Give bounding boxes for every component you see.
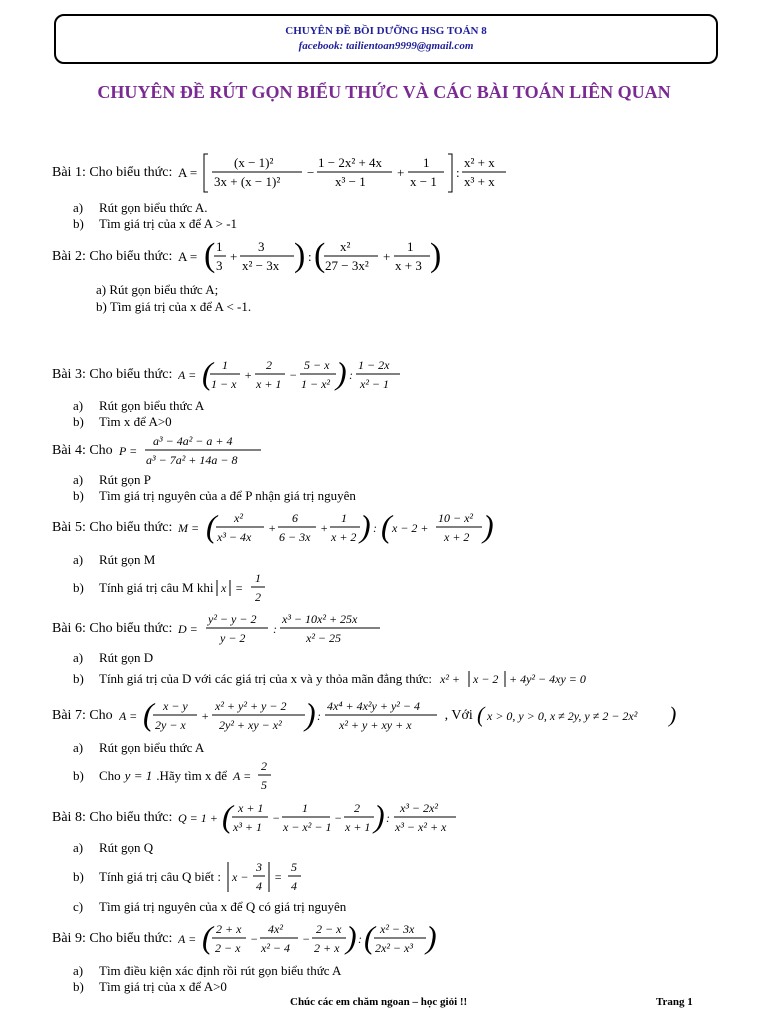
header-box: [54, 14, 718, 64]
svg-text:M =: M =: [178, 521, 200, 535]
svg-text:x − 2: x − 2: [473, 672, 499, 686]
svg-text::: :: [358, 932, 363, 946]
svg-text:x − 2 +: x − 2 +: [392, 521, 429, 535]
svg-text:x² + y + xy + x: x² + y + xy + x: [338, 718, 412, 732]
svg-text:1: 1: [216, 239, 223, 254]
svg-text:x³ − 4x: x³ − 4x: [217, 530, 252, 544]
problem-4-formula: [119, 430, 269, 472]
svg-text:x + 1: x + 1: [345, 820, 371, 834]
svg-text::: :: [273, 622, 278, 636]
svg-text:x: x: [221, 581, 227, 595]
svg-text:): ): [374, 798, 386, 834]
svg-text:x³ + x: x³ + x: [464, 174, 496, 189]
problem-2-label: Bài 2: Cho biểu thức:: [52, 249, 173, 264]
problem-5-label: Bài 5: Cho biểu thức:: [52, 520, 173, 535]
svg-text:2: 2: [354, 801, 361, 815]
svg-text:A =: A =: [178, 932, 197, 946]
problem-3: [52, 353, 408, 397]
svg-text:): ): [483, 508, 495, 544]
svg-text:+: +: [320, 521, 329, 535]
header-line-2: facebook: tailientoan9999@gmail.com: [298, 40, 474, 52]
problem-8: [52, 796, 458, 840]
problem-6-condition: [438, 669, 634, 689]
svg-text:1: 1: [255, 571, 262, 585]
svg-text:x + 2: x + 2: [331, 530, 357, 544]
problem-7-item-b: b) Cho y = 1 .Hãy tìm x để A = 2 5: [73, 758, 275, 794]
problem-8-condition: [225, 858, 305, 896]
svg-text:x² +: x² +: [440, 672, 461, 686]
problem-2: [52, 234, 448, 280]
svg-text:3x + (x − 1)²: 3x + (x − 1)²: [214, 174, 281, 189]
problem-9-formula: [178, 917, 438, 961]
svg-text:(: (: [381, 508, 393, 544]
svg-text:x² − 25: x² − 25: [306, 631, 342, 645]
svg-text:x − y: x − y: [162, 699, 188, 713]
problem-8-item-a: a) Rút gọn Q: [73, 840, 154, 855]
problem-5-condition: [213, 570, 275, 606]
problem-8-formula: [178, 796, 458, 840]
problem-7: [52, 694, 677, 738]
problem-4-item-b: b) Tìm giá trị nguyên của a để P nhận giá trị nguyên: [73, 488, 356, 503]
svg-text:+: +: [244, 368, 253, 382]
svg-text:1 − x: 1 − x: [211, 377, 237, 391]
svg-text:a³ − 4a² − a + 4: a³ − 4a² − a + 4: [152, 434, 233, 448]
svg-text:A =: A =: [232, 769, 252, 783]
svg-text:): ): [336, 355, 348, 391]
svg-text:x³ − 1: x³ − 1: [335, 174, 367, 189]
svg-text:4: 4: [291, 879, 298, 893]
svg-text::: :: [456, 165, 460, 180]
svg-text:2 + x: 2 + x: [216, 922, 242, 936]
problem-1: [52, 150, 508, 196]
svg-text:x + 3: x + 3: [395, 258, 423, 273]
svg-text:): ): [346, 919, 358, 955]
problem-3-label: Bài 3: Cho biểu thức:: [52, 367, 173, 382]
svg-text::: :: [308, 249, 312, 264]
svg-text:(: (: [202, 919, 214, 955]
svg-text:x + 2: x + 2: [444, 530, 470, 544]
svg-text:(: (: [202, 355, 214, 391]
svg-text:(: (: [314, 237, 326, 274]
svg-text:1 − 2x² + 4x: 1 − 2x² + 4x: [318, 155, 383, 170]
svg-text:D =: D =: [178, 622, 199, 636]
svg-text:A =: A =: [178, 368, 197, 382]
svg-text:x² + y² + y − 2: x² + y² + y − 2: [214, 699, 287, 713]
svg-text:): ): [426, 919, 438, 955]
svg-text:3: 3: [256, 860, 263, 874]
svg-text:x³ − 2x²: x³ − 2x²: [400, 801, 439, 815]
svg-text:2y² + xy − x²: 2y² + xy − x²: [218, 718, 282, 732]
svg-text:2 + x: 2 + x: [314, 941, 340, 955]
svg-text:): ): [430, 237, 442, 274]
problem-6: [52, 608, 388, 650]
svg-text:2: 2: [255, 590, 262, 604]
svg-text:−: −: [289, 368, 298, 382]
svg-text:1: 1: [407, 239, 414, 254]
problem-9-item-a: a) Tìm điều kiện xác định rồi rút gọn biểu thức A: [73, 963, 342, 978]
svg-text:+: +: [200, 709, 209, 723]
svg-text:5: 5: [291, 860, 298, 874]
svg-text:x²: x²: [234, 511, 244, 525]
svg-text:−: −: [272, 811, 281, 825]
svg-text:3: 3: [258, 239, 265, 254]
svg-text:x³ − 10x² + 25x: x³ − 10x² + 25x: [282, 612, 358, 626]
svg-text:3: 3: [216, 258, 223, 273]
svg-text:(: (: [222, 798, 234, 834]
problem-5-formula: [178, 506, 498, 550]
problem-4-label: Bài 4: Cho: [52, 443, 113, 458]
svg-text:(: (: [476, 702, 485, 727]
problem-6-item-a: a) Rút gọn D: [73, 650, 154, 665]
problem-1-item-b: b) Tìm giá trị của x để A > -1: [73, 216, 238, 231]
svg-text:2: 2: [266, 358, 273, 372]
svg-text:6 − 3x: 6 − 3x: [279, 530, 311, 544]
problem-9: [52, 917, 438, 961]
problem-4-item-a: a) Rút gọn P: [73, 472, 152, 487]
problem-3-item-a: a) Rút gọn biểu thức A: [73, 398, 205, 413]
problem-7-label: Bài 7: Cho: [52, 708, 113, 723]
problem-2-item-a: a) Rút gọn biểu thức A;: [96, 282, 219, 297]
svg-text:−: −: [334, 811, 343, 825]
svg-text:x² − 3x: x² − 3x: [242, 258, 280, 273]
svg-text:x −: x −: [232, 870, 249, 884]
svg-text:+: +: [230, 249, 238, 264]
svg-text:(: (: [364, 919, 376, 955]
problem-8-label: Bài 8: Cho biểu thức:: [52, 810, 173, 825]
svg-text:(: (: [142, 696, 154, 732]
svg-text:+ 4y² − 4xy = 0: + 4y² − 4xy = 0: [509, 672, 586, 686]
svg-text:A =: A =: [118, 709, 137, 723]
problem-3-item-b: b) Tìm x để A>0: [73, 414, 172, 429]
svg-text:5: 5: [260, 778, 267, 792]
svg-text::: :: [316, 709, 321, 723]
svg-text:1 − x²: 1 − x²: [301, 377, 331, 391]
problem-3-formula: [178, 353, 408, 397]
svg-text:2 − x: 2 − x: [316, 922, 342, 936]
svg-text:): ): [668, 702, 677, 727]
problem-7-condition: [477, 701, 677, 731]
svg-text:−: −: [302, 932, 311, 946]
svg-text:10 − x²: 10 − x²: [438, 511, 474, 525]
problem-5-item-b: b) Tính giá trị câu M khi x = 1 2: [73, 570, 275, 606]
page-number: Trang 1: [656, 996, 693, 1008]
problem-1-formula: [178, 150, 508, 196]
svg-text:(: (: [206, 508, 218, 544]
svg-text:6: 6: [292, 511, 299, 525]
svg-text:(: (: [204, 237, 216, 274]
svg-text:4x²: 4x²: [268, 922, 284, 936]
svg-text::: :: [386, 811, 391, 825]
svg-text:Q = 1 +: Q = 1 +: [178, 811, 219, 825]
problem-7-y-value: y = 1: [124, 768, 153, 783]
svg-text:x² − 4: x² − 4: [261, 941, 291, 955]
svg-text:P =: P =: [118, 444, 137, 458]
problem-9-label: Bài 9: Cho biểu thức:: [52, 931, 173, 946]
svg-text:4x⁴ + 4x²y + y² − 4: 4x⁴ + 4x²y + y² − 4: [326, 699, 420, 713]
svg-text:4: 4: [256, 879, 263, 893]
svg-text:2 − x: 2 − x: [215, 941, 241, 955]
svg-text:a³ − 7a² + 14a − 8: a³ − 7a² + 14a − 8: [145, 453, 238, 467]
svg-text:): ): [360, 508, 372, 544]
svg-text:): ): [294, 237, 306, 274]
svg-text:+: +: [268, 521, 277, 535]
svg-text:2: 2: [260, 759, 267, 773]
problem-5: [52, 506, 498, 550]
svg-text:1: 1: [423, 155, 430, 170]
svg-text:): ): [304, 696, 316, 732]
problem-2-item-b: b) Tìm giá trị của x để A < -1.: [96, 299, 252, 314]
problem-7-item-a: a) Rút gọn biểu thức A: [73, 740, 205, 755]
problem-1-item-a: a) Rút gọn biểu thức A.: [73, 200, 208, 215]
footer-message: Chúc các em chăm ngoan – học giỏi !!: [290, 996, 468, 1008]
problem-7-a-value: [231, 758, 275, 794]
svg-text:1 − 2x: 1 − 2x: [358, 358, 390, 372]
svg-text::: :: [349, 368, 354, 382]
svg-text:−: −: [307, 165, 315, 180]
svg-text:=: =: [235, 581, 244, 595]
svg-text:A =: A =: [178, 165, 198, 180]
svg-text:27 − 3x²: 27 − 3x²: [325, 258, 370, 273]
svg-text:x²: x²: [340, 239, 351, 254]
svg-text:x > 0, y > 0, x ≠ 2y, y ≠ 2 −: x > 0, y > 0, x ≠ 2y, y ≠ 2 − 2x²: [486, 709, 638, 723]
problem-8-item-c: c) Tìm giá trị nguyên của x để Q có giá trị nguyên: [73, 899, 347, 914]
svg-text:x² + x: x² + x: [464, 155, 496, 170]
svg-text:y² − y − 2: y² − y − 2: [208, 612, 257, 626]
svg-text:x − 1: x − 1: [410, 174, 438, 189]
svg-text:y − 2: y − 2: [220, 631, 246, 645]
svg-text:=: =: [274, 870, 283, 884]
svg-text:1: 1: [302, 801, 309, 815]
header-line-1: CHUYÊN ĐỀ BỒI DƯỠNG HSG TOÁN 8: [285, 25, 487, 37]
problem-6-item-b: b) Tính giá trị của D với các giá trị của x và y thỏa mãn đẳng thức: x² + x − 2 + 4y² − 4xy = 0: [73, 669, 634, 689]
svg-text:+: +: [397, 165, 405, 180]
page-title: CHUYÊN ĐỀ RÚT GỌN BIỂU THỨC VÀ CÁC BÀI TOÁN LIÊN QUAN: [97, 82, 671, 102]
svg-text:x² − 3x: x² − 3x: [380, 922, 415, 936]
problem-4: [52, 430, 269, 472]
svg-text:1: 1: [341, 511, 348, 525]
svg-text:x³ − x² + x: x³ − x² + x: [395, 820, 447, 834]
svg-text:(x − 1)²: (x − 1)²: [234, 155, 274, 170]
svg-text:x − x² − 1: x − x² − 1: [283, 820, 332, 834]
problem-7-formula: [119, 694, 439, 738]
problem-5-item-a: a) Rút gọn M: [73, 552, 156, 567]
problem-1-label: Bài 1: Cho biểu thức:: [52, 165, 173, 180]
problem-6-formula: [178, 608, 388, 650]
svg-text:x + 1: x + 1: [256, 377, 282, 391]
svg-text:x² − 1: x² − 1: [360, 377, 390, 391]
svg-text:1: 1: [222, 358, 229, 372]
svg-text:2x² − x³: 2x² − x³: [375, 941, 414, 955]
svg-text:5 − x: 5 − x: [304, 358, 330, 372]
problem-6-label: Bài 6: Cho biểu thức:: [52, 621, 173, 636]
svg-text:−: −: [250, 932, 259, 946]
problem-7-label-2: , Với: [444, 708, 473, 723]
svg-text:+: +: [383, 249, 391, 264]
svg-text:x + 1: x + 1: [238, 801, 264, 815]
svg-text::: :: [373, 521, 378, 535]
problem-8-item-b: b) Tính giá trị câu Q biết : x − 3 4 = 5 4: [73, 858, 305, 896]
svg-text:x³ + 1: x³ + 1: [233, 820, 263, 834]
svg-text:A =: A =: [178, 249, 198, 264]
svg-text:2y − x: 2y − x: [154, 718, 186, 732]
problem-2-formula: [178, 234, 448, 280]
problem-9-item-b: b) Tìm giá trị của x để A>0: [73, 979, 227, 994]
